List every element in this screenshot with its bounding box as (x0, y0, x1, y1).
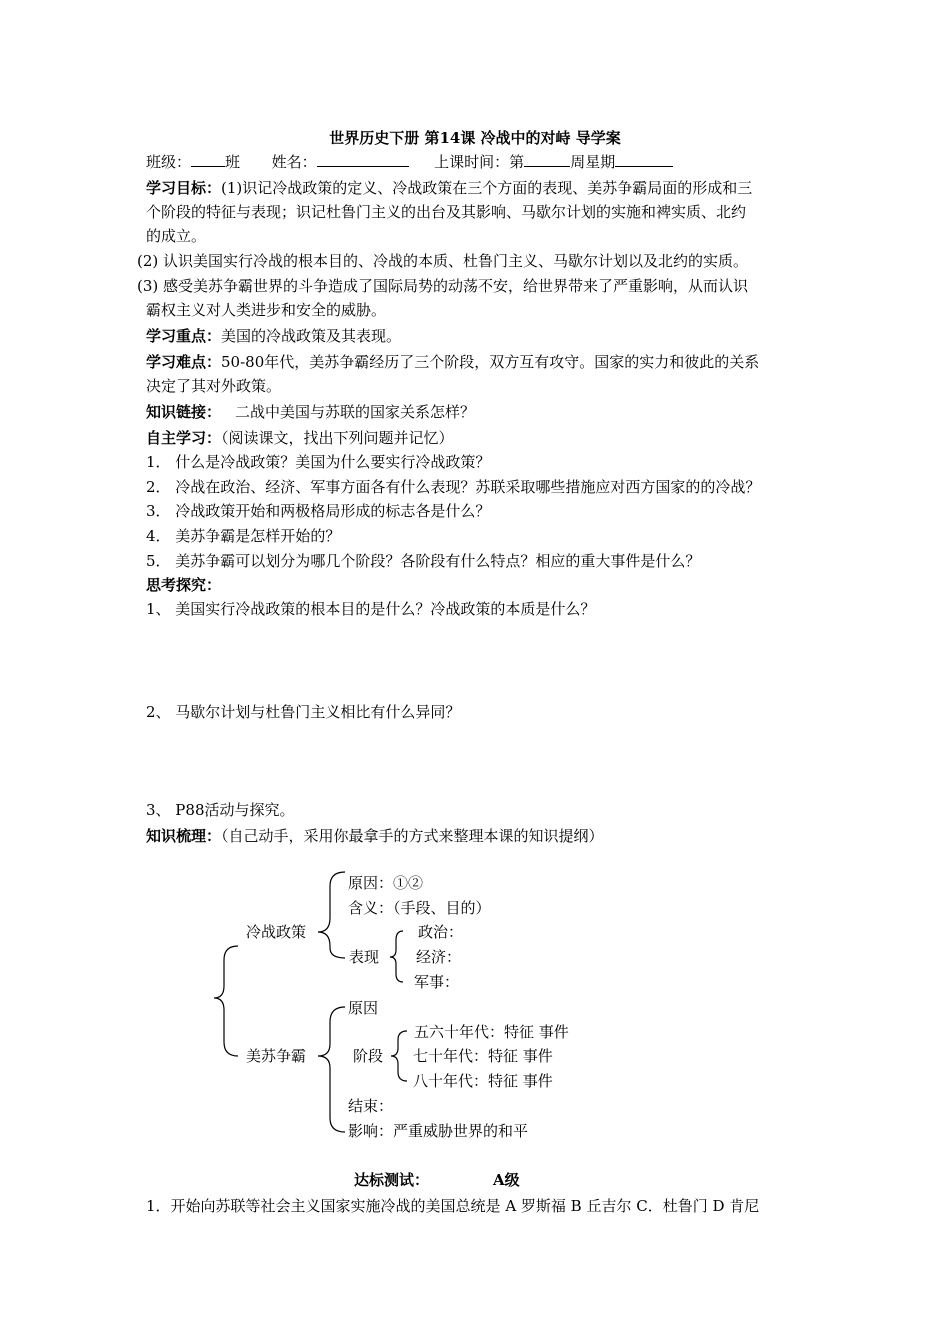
difficulty-text1: 50-80年代，美苏争霸经历了三个阶段，双方互有攻守。国家的实力和彼此的关系 (221, 353, 760, 371)
test-level: A级 (493, 1171, 520, 1189)
class-label: 班级： (146, 153, 192, 171)
test-q1: 1．开始向苏联等社会主义国家实施冷战的美国总统是 A 罗斯福 B 丘吉尔 C．杜鲁门 D 肯尼 (146, 1197, 760, 1215)
self-study-hint: （阅读课文，找出下列问题并记忆） (221, 429, 454, 447)
tree-meaning: 含义：（手段、目的） (348, 899, 491, 917)
stage-brace (391, 1031, 407, 1081)
self-study-label: 自主学习： (146, 429, 222, 447)
tree-stage-3: 八十年代：特征 事件 (413, 1072, 553, 1090)
list-item: 2． 冷战在政治、经济、军事方面各有什么表现？苏联采取哪些措施应对西方国家的的冷战？ (146, 478, 761, 496)
list-item: 5． 美苏争霸可以划分为哪几个阶段？各阶段有什么特点？相应的重大事件是什么？ (146, 552, 701, 570)
goals-line5: (3) 感受美苏争霸世界的斗争造成了国际局势的动荡不安，给世界带来了严重影响，从而认识 (137, 277, 749, 295)
summary-hint: （自己动手，采用你最拿手的方式来整理本课的知识提纲） (221, 827, 604, 845)
key-point-label: 学习重点： (146, 327, 222, 345)
performance-brace (390, 931, 403, 982)
tree-reason: 原因：①② (348, 874, 424, 892)
summary-label: 知识梳理： (146, 827, 222, 845)
goals-line3: 的成立。 (146, 227, 207, 245)
rivalry-brace (318, 1007, 345, 1132)
tree-rivalry: 美苏争霸 (246, 1047, 307, 1065)
tree-end: 结束： (348, 1097, 394, 1115)
goals-line6: 霸权主义对人类进步和安全的威胁。 (146, 301, 387, 319)
cold-war-brace (318, 872, 345, 958)
list-item: 4． 美苏争霸是怎样开始的？ (146, 527, 341, 545)
tree-cold-war: 冷战政策 (246, 923, 307, 941)
difficulty-line2: 决定了其对外政策。 (146, 377, 282, 395)
tree-stage-2: 七十年代：特征 事件 (413, 1047, 553, 1065)
goals-label: 学习目标： (146, 179, 222, 197)
tree-impact: 影响：严重威胁世界的和平 (348, 1122, 529, 1140)
test-title: 达标测试： (354, 1171, 430, 1189)
key-point-text: 美国的冷战政策及其表现。 (221, 327, 402, 345)
tree-military: 军事： (414, 973, 460, 991)
list-item: 3． 冷战政策开始和两极格局形成的标志各是什么？ (146, 502, 491, 520)
explore-q3: 3、 P88活动与探究。 (146, 801, 295, 819)
goals-text1: (1)识记冷战政策的定义、冷战政策在三个方面的表现、美苏争霸局面的形成和三 (221, 179, 753, 197)
tree-stage: 阶段 (353, 1047, 384, 1065)
tree-politics: 政治： (418, 923, 464, 941)
explore-q2: 2、 马歇尔计划与杜鲁门主义相比有什么异同？ (146, 703, 461, 721)
tree-economy: 经济： (416, 948, 462, 966)
link-text: 二战中美国与苏联的国家关系怎样？ (235, 403, 476, 421)
goals-line2: 个阶段的特征与表现；识记杜鲁门主义的出台及其影响、马歇尔计划的实施和裨实质、北约 (146, 203, 747, 221)
link-label: 知识链接： (146, 403, 222, 421)
main-brace (214, 946, 238, 1056)
tree-rivalry-reason: 原因 (348, 999, 379, 1017)
time-label: 上课时间：第 (434, 153, 525, 171)
page-title: 世界历史下册 第14课 冷战中的对峙 导学案 (329, 129, 621, 147)
explore-q1: 1、 美国实行冷战政策的根本目的是什么？冷战政策的本质是什么？ (146, 600, 596, 618)
class-suffix: 班 (225, 153, 241, 171)
name-label: 姓名： (271, 153, 317, 171)
tree-stage-1: 五六十年代：特征 事件 (414, 1023, 569, 1041)
explore-label: 思考探究： (146, 576, 222, 594)
difficulty-label: 学习难点： (146, 353, 222, 371)
list-item: 1． 什么是冷战政策？美国为什么要实行冷战政策？ (146, 453, 491, 471)
goals-line4: (2) 认识美国实行冷战的根本目的、冷战的本质、杜鲁门主义、马歇尔计划以及北约的实质。 (137, 252, 749, 270)
week-label: 周星期 (570, 153, 616, 171)
tree-performance: 表现 (349, 948, 380, 966)
